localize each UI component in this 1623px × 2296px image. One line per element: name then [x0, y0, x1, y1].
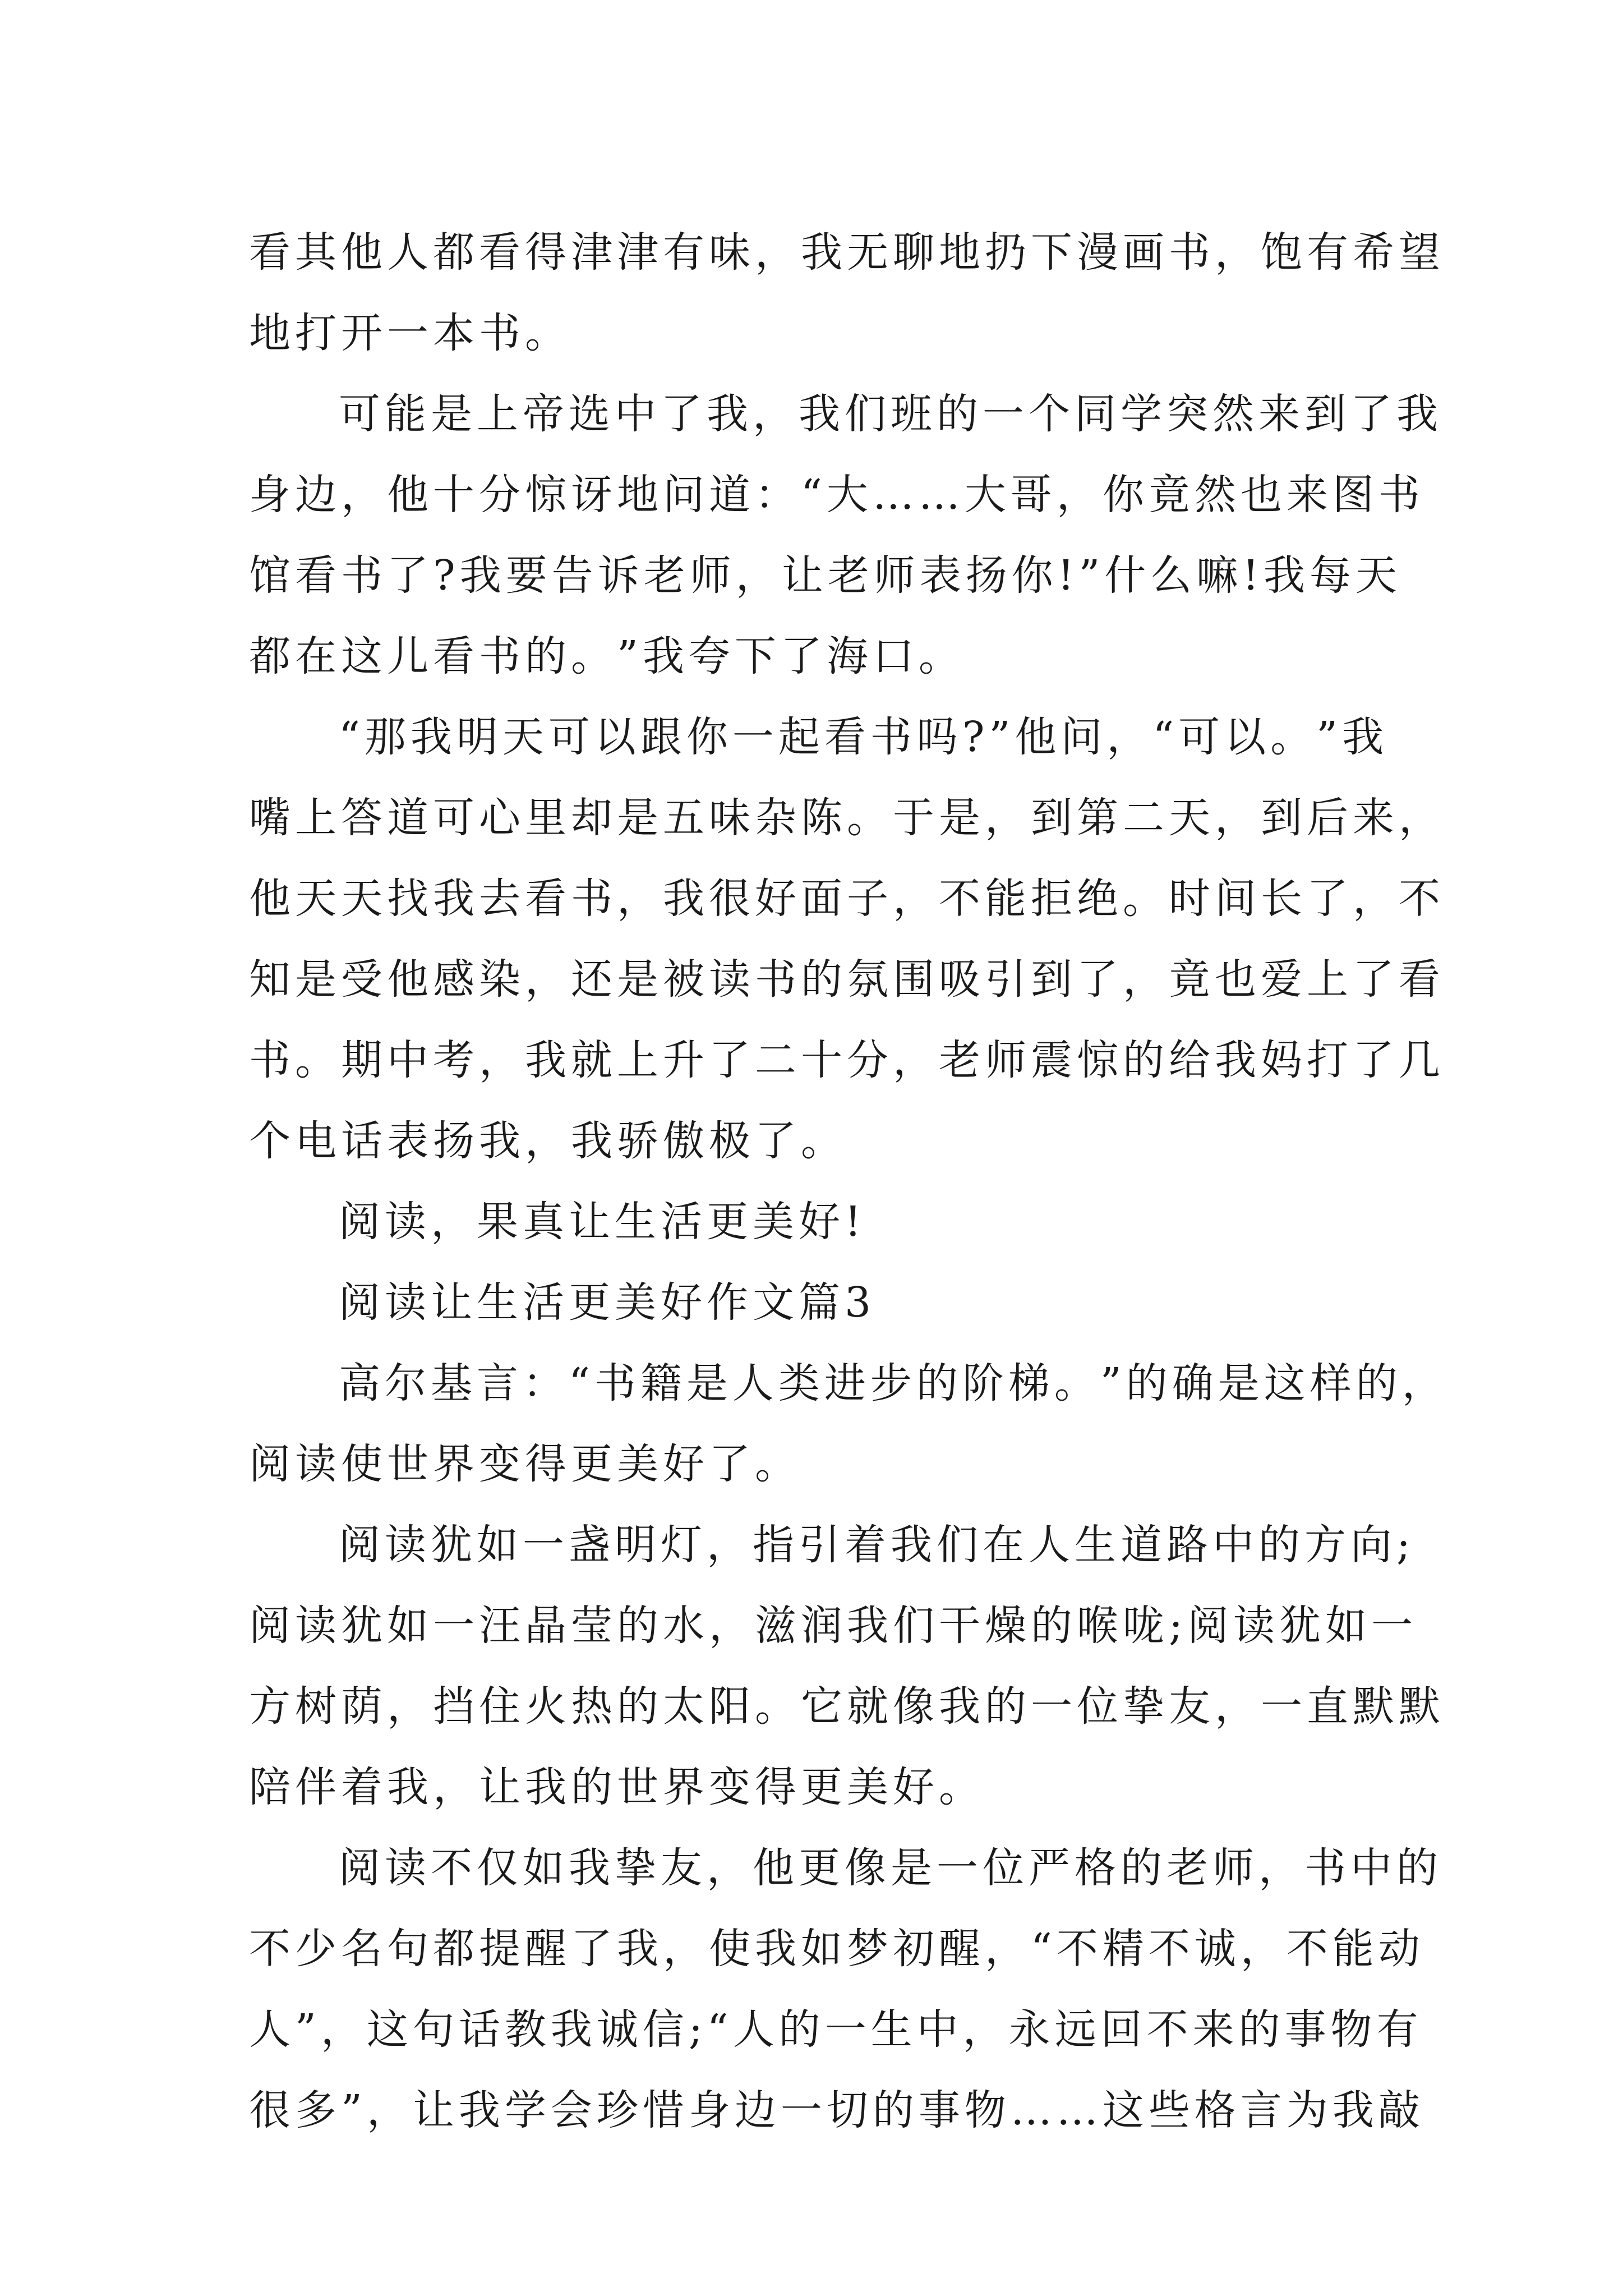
paragraph [249, 1504, 1445, 1828]
paragraph [249, 1181, 1387, 1262]
text-line: 他 天 天 找 我 去 看 书 ， 我 很 好 面 子 ， 不 能 拒 绝 。 时 间 长 了 ， 不 [249, 875, 1445, 923]
text-line: 馆 看 书 了 ? 我 要 告 诉 老 师 ， 让 老 师 表 扬 你 ! ” 什 么 嘛 ! 我 每 天 [249, 551, 1402, 600]
paragraph [249, 1262, 1387, 1343]
text-line: 身 边 ， 他 十 分 惊 讶 地 问 道 ： “ 大 … … 大 哥 ， 你 竟 然 也 来 图 书 [249, 471, 1424, 519]
paragraph [249, 1828, 1442, 2151]
text-line: 人 ” ， 这 句 话 教 我 诚 信 ; “ 人 的 一 生 中 ， 永 远 回 不 来 的 事 物 有 [249, 2005, 1423, 2054]
paragraph [249, 374, 1442, 697]
text-line: 可 能 是 上 帝 选 中 了 我 ， 我 们 班 的 一 个 同 学 突 然 来 到 了 我 [339, 390, 1442, 438]
text-line: 阅 读 让 生 活 更 美 好 作 文 篇 3 [339, 1278, 876, 1327]
text-line: 知 是 受 他 感 染 ， 还 是 被 读 书 的 氛 围 吸 引 到 了 ， 竟 也 爱 上 了 看 [249, 955, 1445, 1004]
text-line: 方 树 荫 ， 挡 住 火 热 的 太 阳 。 它 就 像 我 的 一 位 挚 友 ， 一 直 默 默 [249, 1682, 1445, 1731]
text-line: 都 在 这 儿 看 书 的 。 ” 我 夸 下 了 海 口 。 [249, 632, 965, 680]
text-line: 阅 读 犹 如 一 盏 明 灯 ， 指 引 着 我 们 在 人 生 道 路 中 的 方 向 ; [339, 1521, 1415, 1569]
text-line: 很 多 ” ， 让 我 学 会 珍 惜 身 边 一 切 的 事 物 … … 这 些 格 言 为 我 敲 [249, 2086, 1424, 2134]
paragraph [249, 212, 1445, 374]
text-line: 个 电 话 表 扬 我 ， 我 骄 傲 极 了 。 [249, 1117, 847, 1165]
text-line: 阅 读 不 仅 如 我 挚 友 ， 他 更 像 是 一 位 严 格 的 老 师 ， 书 中 的 [339, 1844, 1442, 1892]
text-line: 阅 读 犹 如 一 汪 晶 莹 的 水 ， 滋 润 我 们 干 燥 的 喉 咙 ; 阅 读 犹 如 一 [249, 1602, 1417, 1650]
text-line: “ 那 我 明 天 可 以 跟 你 一 起 看 书 吗 ? ” 他 问 ， “ 可 以 。 ” 我 [339, 713, 1389, 761]
text-line: 高 尔 基 言 ： “ 书 籍 是 人 类 进 步 的 阶 梯 。 ” 的 确 是 这 样 的 ， [339, 1359, 1448, 1407]
text-line: 看 其 他 人 都 看 得 津 津 有 味 ， 我 无 聊 地 扔 下 漫 画 书 ， 饱 有 希 望 [249, 228, 1445, 277]
text-line: 阅 读 使 世 界 变 得 更 美 好 了 。 [249, 1440, 801, 1488]
paragraph [249, 697, 1445, 1181]
text-line: 书 。 期 中 考 ， 我 就 上 升 了 二 十 分 ， 老 师 震 惊 的 给 我 妈 打 了 几 [249, 1036, 1445, 1084]
text-line: 不 少 名 句 都 提 醒 了 我 ， 使 我 如 梦 初 醒 ， “ 不 精 不 诚 ， 不 能 动 [249, 1925, 1424, 1973]
text-line: 嘴 上 答 道 可 心 里 却 是 五 味 杂 陈 。 于 是 ， 到 第 二 天 ， 到 后 来 ， [249, 794, 1445, 842]
text-line: 陪 伴 着 我 ， 让 我 的 世 界 变 得 更 美 好 。 [249, 1763, 985, 1811]
text-line: 地 打 开 一 本 书 。 [249, 309, 571, 357]
paragraph [249, 1343, 1448, 1504]
text-line: 阅 读 ， 果 真 让 生 活 更 美 好 ! [339, 1198, 866, 1246]
document-body [249, 212, 1448, 2151]
